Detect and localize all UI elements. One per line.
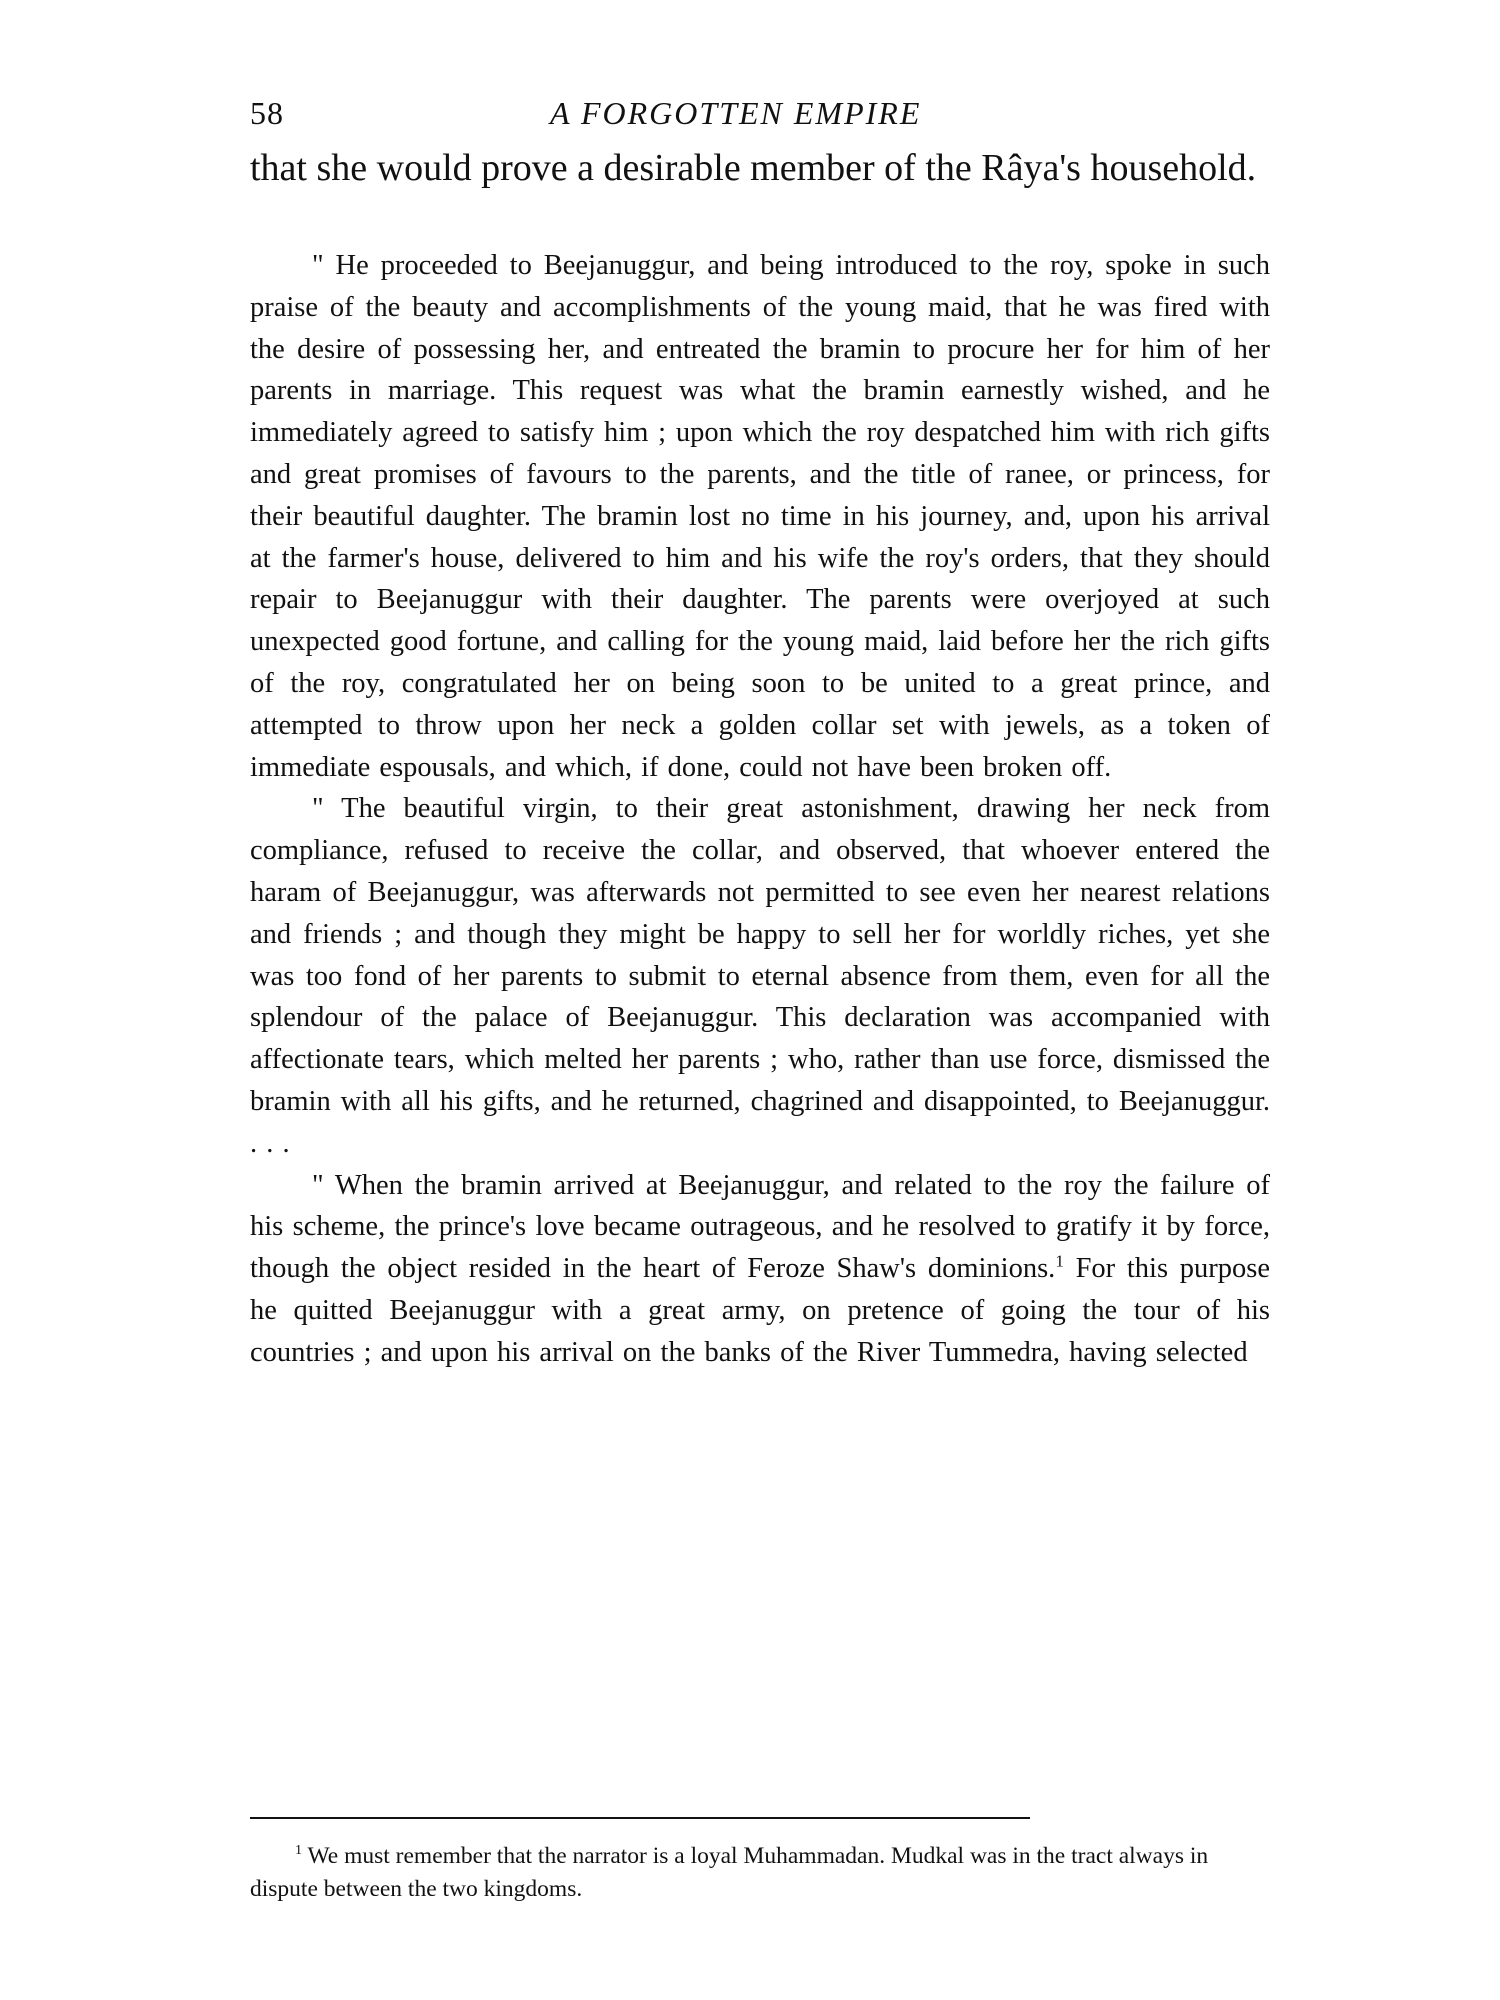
lead-text: that she would prove a desirable member of the Râya's household. — [250, 147, 1257, 189]
paragraph-2: " The beautiful virgin, to their great astonishment, drawing her neck from compliance, refused to receive the collar, and observed, that whoever entered the haram of Beejanuggur, was afterwards not permitted to see even her nearest relations and friends ; and though they might be happy to sell her for worldly riches, yet she was too fond of her parents to submit to eternal absence from them, even for all the splendour of the palace of Beejanuggur. This declaration was accompanied with affectionate tears, which melted her parents ; who, rather than use force, dismissed the bramin with all his gifts, and he returned, chagrined and disappointed, to Beejanuggur. . . . — [250, 793, 1270, 1159]
body-text — [250, 245, 1270, 1374]
running-title: A FORGOTTEN EMPIRE — [550, 95, 922, 131]
footnote-text: We must remember that the narrator is a loyal Muhammadan. Mudkal was in the tract always in dispute between the two kingdoms. — [250, 1843, 1209, 1902]
paragraph-1: " He proceeded to Beejanuggur, and being introduced to the roy, spoke in such praise of the beauty and accomplishments of the young maid, that he was fired with the desire of possessing her, and entreated the bramin to procure her for him of her parents in marriage. This request was what the bramin earnestly wished, and he immediately agreed to satisfy him ; upon which the roy despatched him with rich gifts and great promises of favours to the parents, and the title of ranee, or princess, for their beautiful daughter. The bramin lost no time in his journey, and, upon his arrival at the farmer's house, delivered to him and his wife the roy's orders, that they should repair to Beejanuggur with their daughter. The parents were overjoyed at such unexpected good fortune, and calling for the young maid, laid before her the rich gifts of the roy, congratulated her on being soon to be united to a great prince, and attempted to throw upon her neck a golden collar set with jewels, as a token of immediate espousals, and which, if done, could not have been broken off. — [250, 250, 1270, 783]
footnotes — [250, 1840, 1250, 1906]
footnote-marker: 1 — [295, 1842, 303, 1859]
page-header — [250, 95, 1270, 143]
footnote-1 — [250, 1840, 1250, 1906]
paragraph-3-continuation: For this purpose he quitted Beejanuggur with a great army, on pretence of going the tour of his countries ; and upon his arrival on the banks of the River Tummedra, having selected — [250, 1253, 1270, 1368]
footnote-divider — [250, 1817, 1030, 1819]
page-number: 58 — [250, 95, 284, 131]
paragraph-3-text: " When the bramin arrived at Beejanuggur, and related to the roy the failure of his scheme, the prince's love became outrageous, and he resolved to gratify it by force, though the object resided in the heart of Feroze Shaw's dominions. — [250, 1169, 1270, 1285]
paragraph-3 — [250, 1165, 1270, 1374]
footnote-reference: 1 — [1055, 1251, 1064, 1271]
book-page — [250, 95, 1270, 1374]
